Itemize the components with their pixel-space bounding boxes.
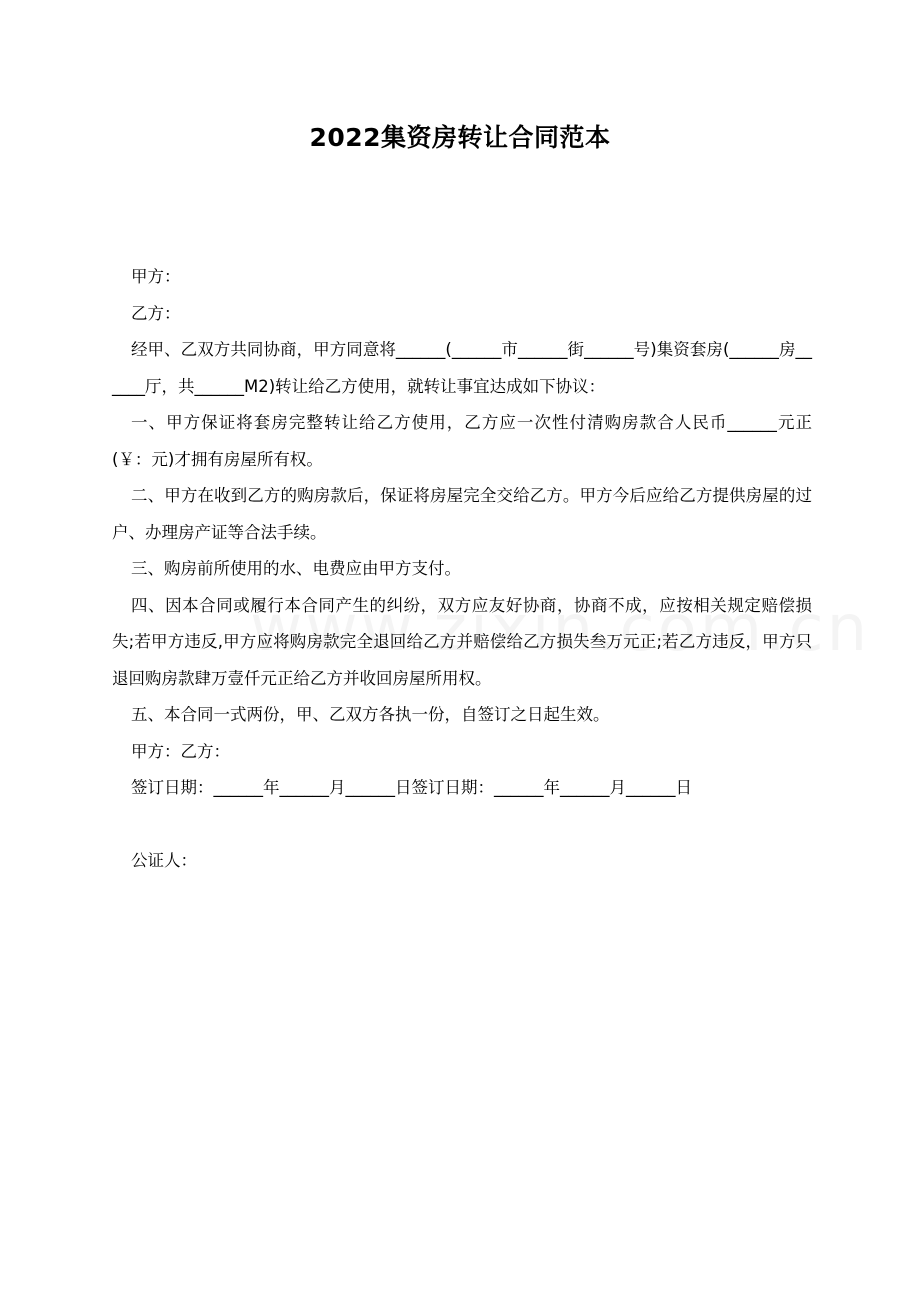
clause-4: 四、因本合同或履行本合同产生的纠纷，双方应友好协商，协商不成，应按相关规定赔偿损失;若甲方违反,甲方应将购房款完全退回给乙方并赔偿给乙方损失叁万元正;若乙方违反，甲方只退回购房款肆万壹仟元正给乙方并收回房屋所用权。 [112, 595, 812, 688]
party-b-line: 乙方： [131, 303, 181, 323]
intro-paragraph: 经甲、乙双方共同协商，甲方同意将______(______市______街______号)集资套房(______房______厅，共______M2)转让给乙方使用，就转让事宜达成如下协议： [112, 340, 812, 396]
contract-body [112, 259, 812, 879]
signature-parties: 甲方：乙方： [131, 741, 230, 761]
document-title: 2022集资房转让合同范本 [309, 123, 611, 152]
notary-line: 公证人： [131, 850, 197, 870]
clause-1: 一、甲方保证将套房完整转让给乙方使用，乙方应一次性付清购房款合人民币______元正(￥：元)才拥有房屋所有权。 [112, 413, 812, 469]
clause-2: 二、甲方在收到乙方的购房款后，保证将房屋完全交给乙方。甲方今后应给乙方提供房屋的过户、办理房产证等合法手续。 [112, 486, 812, 542]
spacer [112, 807, 812, 843]
clause-3: 三、购房前所使用的水、电费应由甲方支付。 [131, 559, 461, 578]
party-a-line: 甲方： [131, 267, 181, 286]
clause-5: 五、本合同一式两份，甲、乙双方各执一份，自签订之日起生效。 [131, 705, 610, 724]
signing-dates: 签订日期：______年______月______日签订日期：______年______月______日 [131, 778, 692, 797]
